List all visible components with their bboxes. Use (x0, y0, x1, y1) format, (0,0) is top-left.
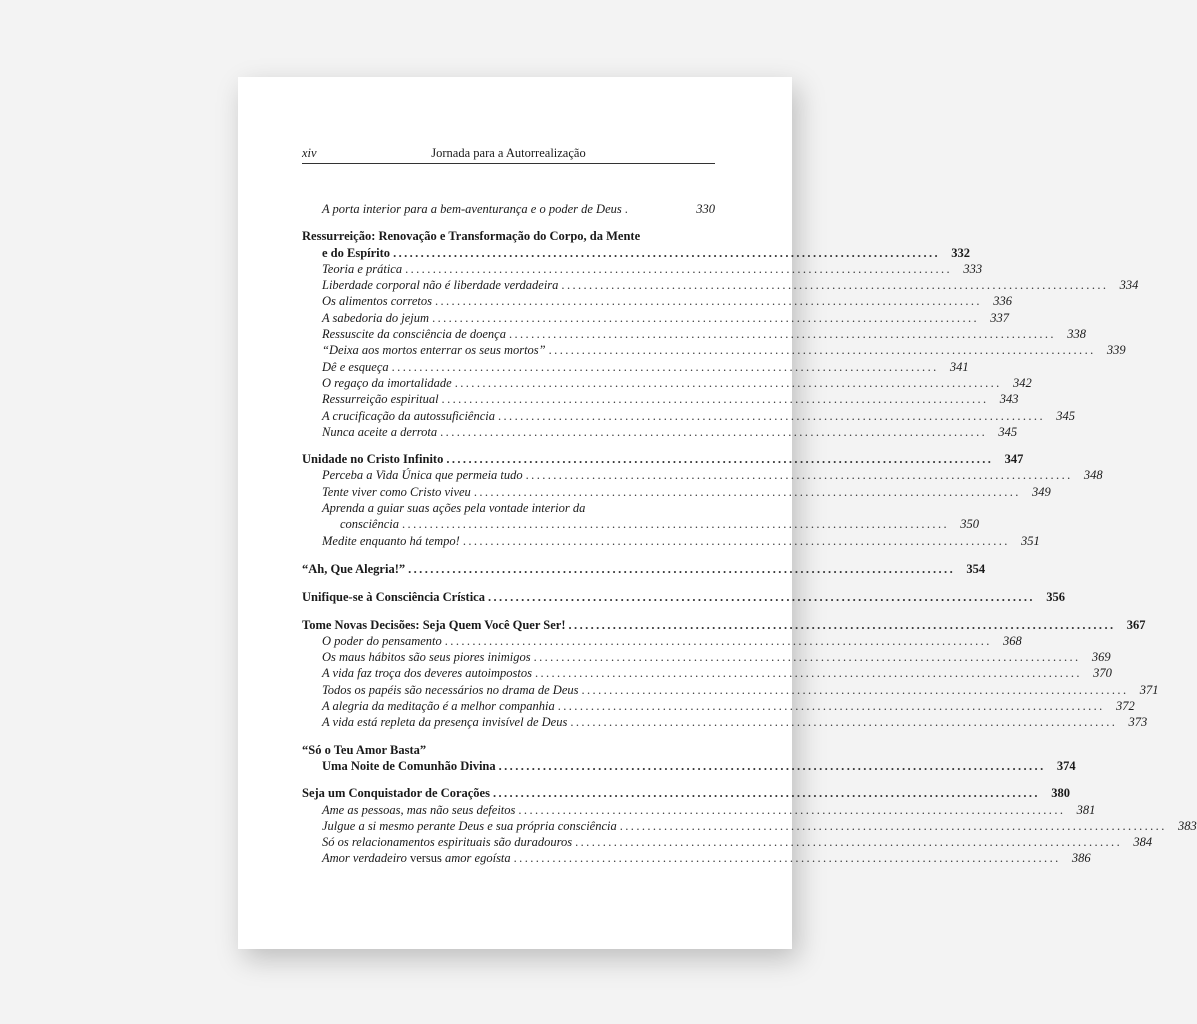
toc-chapter[interactable] (302, 451, 1024, 467)
toc-chapter-page: 367 (1126, 617, 1146, 632)
toc-entry[interactable] (302, 698, 1135, 714)
leader-dots: ................................................................................................... (432, 310, 980, 325)
leader-dots: ................................................................................................... (441, 392, 989, 407)
toc-entry-title-line[interactable] (302, 500, 715, 516)
toc-entry[interactable] (302, 408, 1075, 424)
toc-entry-page: 372 (1115, 699, 1135, 714)
toc-entry[interactable] (302, 342, 1126, 358)
leader-dots: ................................................................................................... (575, 835, 1123, 850)
toc-entry-page: 349 (1032, 484, 1051, 499)
toc-entry-title: Tente viver como Cristo viveu (322, 484, 471, 499)
toc-chapter-page: 374 (1056, 758, 1076, 773)
leader-dots: ................................................................................................... (533, 650, 1081, 665)
toc-entry[interactable] (302, 633, 1022, 649)
toc-chapter[interactable] (302, 589, 1065, 605)
leader-dots: ................................................................................................... (405, 261, 953, 276)
leader-dots: ................................................................................................... (568, 617, 1116, 632)
toc-entry-page: 333 (963, 261, 983, 276)
page-number-folio: xiv (302, 146, 317, 160)
leader-dots: . (624, 202, 631, 216)
toc-chapter-title-line: Uma Noite de Comunhão Divina (322, 758, 496, 773)
toc-entry-title (322, 850, 511, 866)
toc-entry-title: Liberdade corporal não é liberdade verdadeira (322, 278, 559, 293)
toc-entry[interactable] (302, 326, 1086, 342)
leader-dots: ................................................................................................... (557, 699, 1105, 714)
toc-entry-page: 345 (1056, 408, 1075, 423)
toc-entry[interactable] (302, 201, 715, 217)
toc-chapter-title: “Ah, Que Alegria!” (302, 561, 406, 576)
leader-dots: ................................................................................................... (534, 666, 1082, 681)
toc-entry-page: 336 (993, 294, 1012, 309)
toc-entry-title: A vida faz troça dos deveres autoimpostos (322, 666, 532, 681)
toc-entry[interactable] (302, 533, 1040, 549)
toc-entry[interactable] (302, 277, 1139, 293)
leader-dots: ................................................................................................... (402, 517, 949, 532)
toc-chapter[interactable] (302, 561, 986, 577)
toc-entry-title: A crucificação da autossuficiência (322, 408, 495, 423)
leader-dots: ................................................................................................... (513, 851, 1061, 866)
toc-chapter-title: Tome Novas Decisões: Seja Quem Você Quer Ser! (302, 617, 566, 632)
toc-entry[interactable] (302, 484, 1051, 500)
toc-chapter[interactable] (302, 785, 1070, 801)
toc-entry-title: “Deixa aos mortos enterrar os seus mortos” (322, 343, 546, 358)
toc-entry[interactable] (302, 818, 1197, 834)
leader-dots: ................................................................................................... (440, 424, 988, 439)
toc-entry-page: 339 (1106, 343, 1126, 358)
toc-entry-title: Dê e esqueça (322, 359, 389, 374)
toc-entry-title: Ressuscite da consciência de doença (322, 327, 506, 342)
leader-dots: ................................................................................................... (444, 633, 992, 648)
toc-entry-title: A porta interior para a bem-aventurança e o poder de Deus (322, 202, 622, 216)
toc-entry-title-part: versus (406, 851, 446, 866)
toc-chapter-title: Seja um Conquistador de Corações (302, 786, 490, 801)
leader-dots: ................................................................................................... (393, 245, 941, 260)
leader-dots: ................................................................................................... (498, 408, 1045, 423)
book-page (238, 77, 1197, 949)
table-of-contents (302, 201, 1197, 867)
leader-dots: ................................................................................................... (391, 359, 939, 374)
toc-entry-page: 334 (1119, 278, 1139, 293)
toc-chapter-title-line: Ressurreição: Renovação e Transformação do Corpo, da Mente (302, 229, 641, 244)
toc-entry[interactable] (302, 682, 1159, 698)
toc-entry-page: 371 (1139, 682, 1159, 697)
toc-entry-title: Os alimentos corretos (322, 294, 432, 309)
leader-dots: ................................................................................................... (487, 590, 1035, 605)
toc-chapter-page: 347 (1004, 452, 1024, 467)
leader-dots: ................................................................................................... (581, 682, 1129, 697)
leader-dots: ................................................................................................... (570, 715, 1118, 730)
toc-entry-title: Todos os papéis são necessários no drama de Deus (322, 682, 579, 697)
toc-entry-title: Teoria e prática (322, 261, 403, 276)
toc-entry[interactable] (302, 834, 1153, 850)
leader-dots: ................................................................................................... (473, 484, 1021, 499)
toc-entry[interactable] (302, 261, 983, 277)
toc-entry-title: A vida está repleta da presença invisível de Deus (322, 715, 568, 730)
toc-entry-page: 342 (1012, 375, 1032, 390)
toc-entry[interactable] (302, 649, 1111, 665)
leader-dots: ................................................................................................... (525, 468, 1073, 483)
toc-entry-page: 383 (1177, 818, 1197, 833)
toc-entry-page: 351 (1021, 533, 1040, 548)
leader-dots: ................................................................................................... (561, 278, 1109, 293)
toc-entry-title: Julgue a si mesmo perante Deus e sua própria consciência (322, 818, 617, 833)
toc-chapter-title: Unidade no Cristo Infinito (302, 452, 444, 467)
toc-entry-title: Nunca aceite a derrota (322, 424, 438, 439)
leader-dots: ................................................................................................... (462, 533, 1010, 548)
toc-entry-page: 337 (990, 310, 1010, 325)
leader-dots: ................................................................................................... (408, 561, 956, 576)
toc-entry[interactable] (302, 424, 1018, 440)
toc-entry-title: O regaço da imortalidade (322, 375, 452, 390)
leader-dots: ................................................................................................... (434, 294, 982, 309)
toc-chapter[interactable] (302, 758, 1076, 774)
toc-entry[interactable] (302, 359, 969, 375)
book-title: Jornada para a Autorrealização (431, 146, 586, 160)
toc-entry-page: 386 (1071, 851, 1091, 866)
toc-entry-title: Aprenda a guiar suas ações pela vontade interior da (322, 501, 586, 516)
toc-entry-title: Perceba a Vida Única que permeia tudo (322, 468, 523, 483)
leader-dots: ................................................................................................... (518, 802, 1066, 817)
leader-dots: ................................................................................................... (454, 375, 1002, 390)
toc-entry[interactable] (302, 293, 1012, 309)
toc-entry-page: 338 (1067, 327, 1086, 342)
leader-dots: ................................................................................................... (498, 758, 1046, 773)
toc-entry-title: A alegria da meditação é a melhor companhia (322, 699, 555, 714)
toc-entry[interactable] (302, 375, 1032, 391)
toc-entry[interactable] (302, 391, 1019, 407)
leader-dots: ................................................................................................... (619, 818, 1167, 833)
toc-chapter[interactable] (302, 245, 971, 261)
toc-entry[interactable] (302, 850, 1091, 866)
toc-entry[interactable] (302, 665, 1112, 681)
toc-entry-title: consciência (340, 517, 400, 532)
toc-entry-page: 330 (696, 202, 715, 216)
toc-entry-title: Ame as pessoas, mas não seus defeitos (322, 802, 516, 817)
toc-chapter-page: 380 (1051, 786, 1070, 801)
toc-entry-page: 350 (960, 517, 979, 532)
toc-chapter-page: 356 (1046, 590, 1065, 605)
toc-entry-page: 369 (1091, 650, 1111, 665)
toc-chapter-title[interactable] (302, 742, 715, 758)
toc-chapter-title-line: “Só o Teu Amor Basta” (302, 742, 427, 757)
toc-chapter-page: 354 (966, 561, 986, 576)
toc-entry-page: 343 (999, 392, 1019, 407)
toc-entry[interactable] (302, 802, 1096, 818)
toc-entry-title-part: Amor verdadeiro (322, 851, 407, 866)
toc-entry-page: 345 (998, 424, 1018, 439)
leader-dots: ................................................................................................... (446, 452, 994, 467)
toc-entry-page: 368 (1003, 633, 1022, 648)
toc-entry-title: Medite enquanto há tempo! (322, 533, 460, 548)
toc-entry-title: A sabedoria do jejum (322, 310, 430, 325)
toc-chapter-title: Unifique-se à Consciência Crística (302, 590, 485, 605)
toc-chapter-title-line: e do Espírito (322, 245, 391, 260)
toc-chapter-page: 332 (951, 245, 971, 260)
toc-entry-page: 384 (1133, 835, 1153, 850)
toc-entry-title: Ressurreição espiritual (322, 392, 439, 407)
toc-entry[interactable] (302, 310, 1010, 326)
toc-entry-title: Só os relacionamentos espirituais são duradouros (322, 835, 573, 850)
toc-entry[interactable] (302, 714, 1148, 730)
toc-chapter-title[interactable] (302, 228, 715, 244)
toc-entry-page: 348 (1083, 468, 1103, 483)
toc-entry[interactable] (302, 467, 1103, 483)
toc-entry-title: Os maus hábitos são seus piores inimigos (322, 650, 531, 665)
toc-entry-page: 341 (949, 359, 969, 374)
toc-entry-title-part: amor egoísta (445, 851, 511, 866)
leader-dots: ................................................................................................... (548, 343, 1096, 358)
toc-entry-page: 373 (1128, 715, 1148, 730)
running-head (302, 146, 715, 164)
toc-entry-page: 381 (1076, 802, 1096, 817)
leader-dots: ................................................................................................... (492, 786, 1040, 801)
toc-entry[interactable] (302, 516, 979, 532)
leader-dots: ................................................................................................... (508, 327, 1056, 342)
toc-entry-page: 370 (1093, 666, 1112, 681)
toc-entry-title: O poder do pensamento (322, 633, 442, 648)
toc-chapter[interactable] (302, 617, 1146, 633)
